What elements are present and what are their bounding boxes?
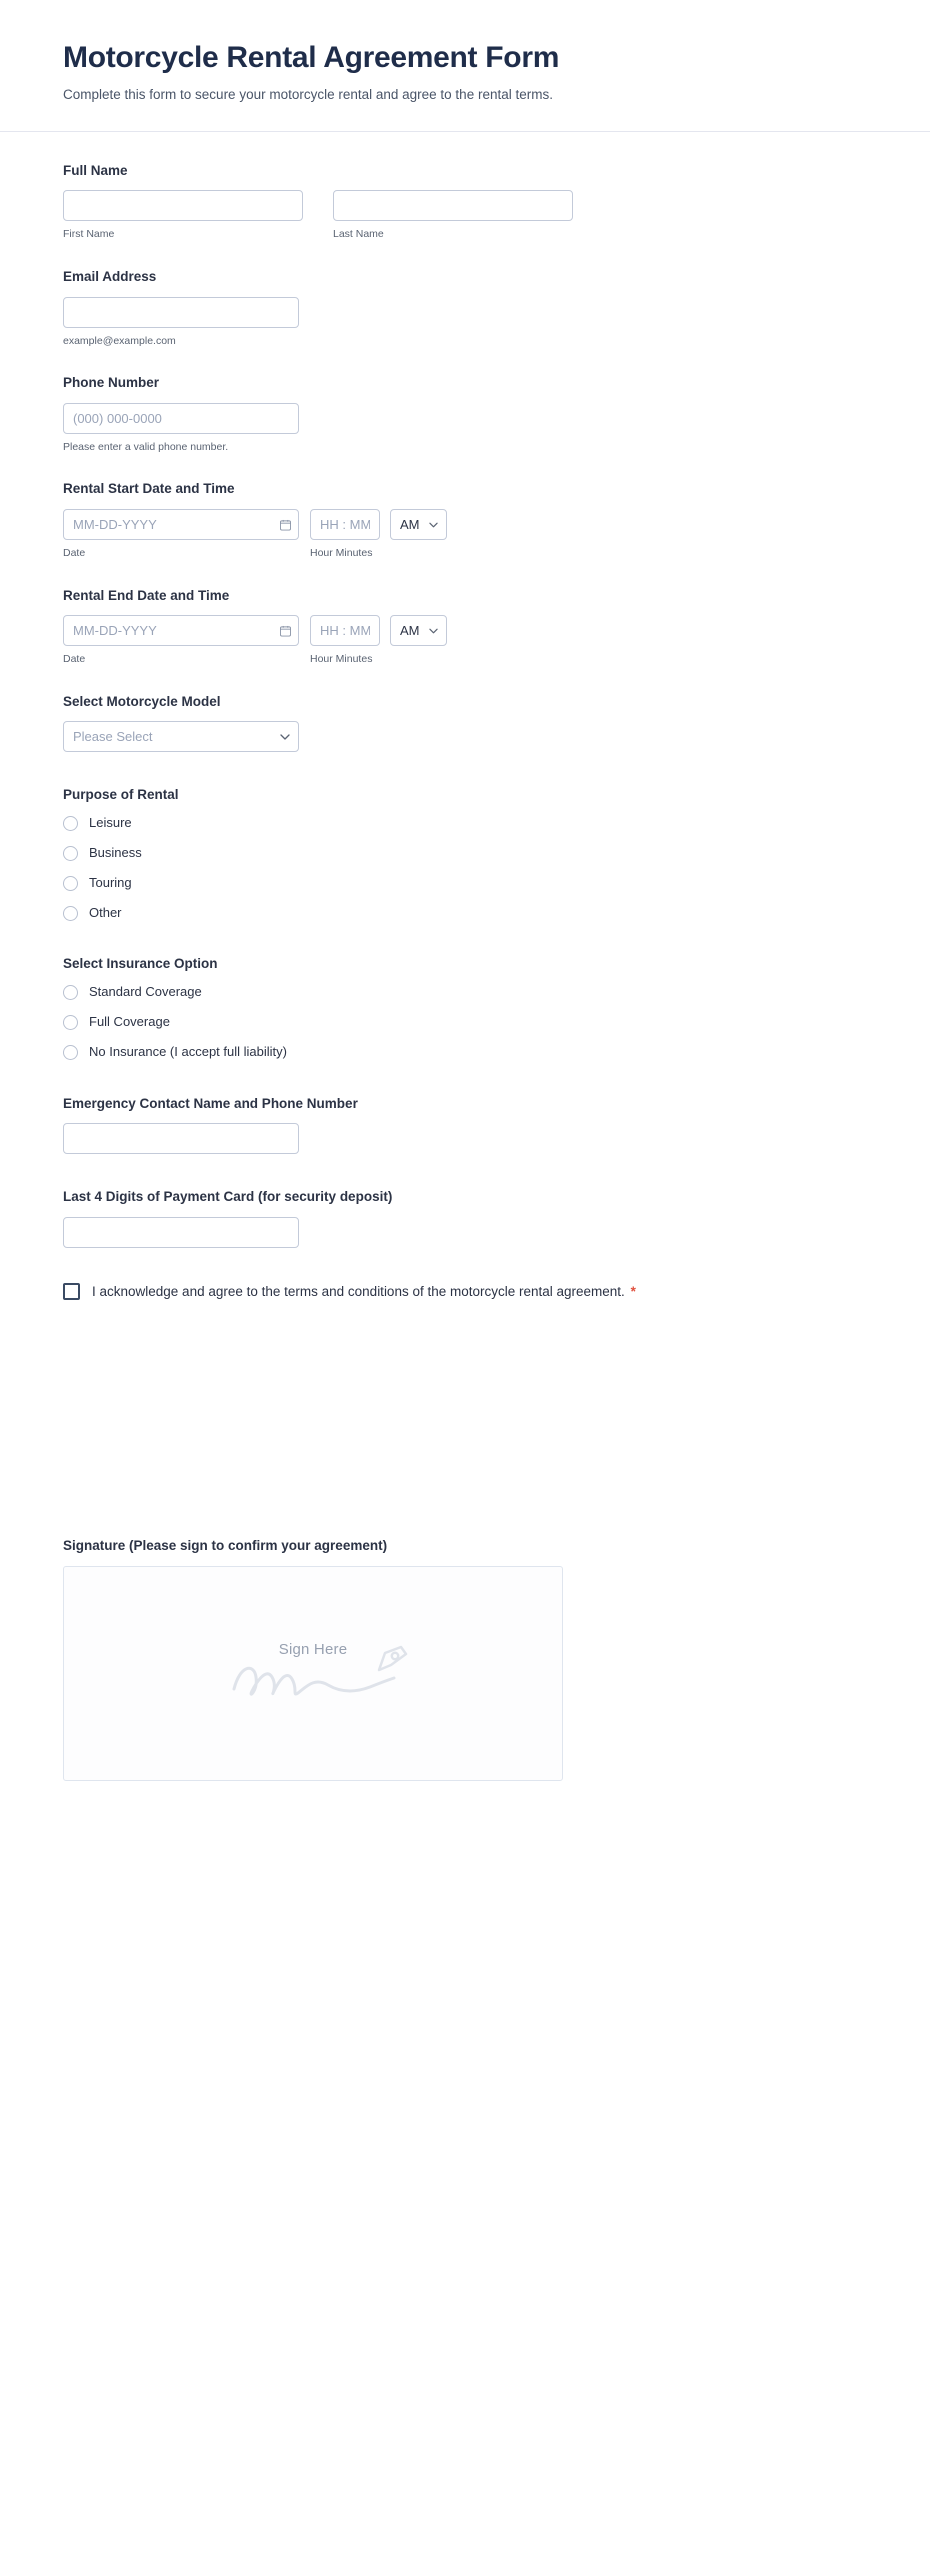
page-subtitle: Complete this form to secure your motorcycle rental and agree to the rental terms. <box>63 87 553 102</box>
rental-start-date-sublabel: Date <box>63 547 86 559</box>
radio-option-business[interactable] <box>63 845 867 862</box>
field-phone <box>63 374 867 454</box>
rental-start-date-col <box>63 509 299 561</box>
field-signature <box>63 1537 867 1781</box>
radio-circle-icon[interactable] <box>63 816 78 831</box>
phone-input[interactable] <box>63 403 299 434</box>
radio-label: Business <box>89 844 142 860</box>
rental-start-time-sublabel: Hour Minutes <box>310 547 373 559</box>
emergency-contact-input[interactable] <box>63 1123 299 1154</box>
phone-label: Phone Number <box>63 375 160 391</box>
field-rental-end <box>63 587 867 667</box>
first-name-sublabel: First Name <box>63 228 115 241</box>
rental-start-meridiem-select[interactable] <box>390 509 447 540</box>
radio-label: Other <box>89 904 122 920</box>
radio-circle-icon[interactable] <box>63 1045 78 1060</box>
email-label: Email Address <box>63 269 157 285</box>
last-name-input[interactable] <box>333 190 573 221</box>
payment-card-input[interactable] <box>63 1217 299 1248</box>
insurance-label: Select Insurance Option <box>63 956 218 972</box>
signature-scribble-icon <box>228 1659 398 1710</box>
field-emergency-contact <box>63 1095 867 1155</box>
signature-pad[interactable] <box>63 1566 563 1781</box>
payment-card-label: Last 4 Digits of Payment Card (for security deposit) <box>63 1189 393 1205</box>
rental-end-meridiem-wrap <box>390 615 447 646</box>
rental-end-time-input[interactable] <box>310 615 380 646</box>
spacer <box>63 1327 867 1527</box>
field-payment-card <box>63 1188 867 1248</box>
radio-option-touring[interactable] <box>63 875 867 892</box>
radio-circle-icon[interactable] <box>63 1015 78 1030</box>
rental-end-time-sublabel: Hour Minutes <box>310 653 373 666</box>
rental-start-meridiem-wrap <box>390 509 447 540</box>
rental-start-row <box>63 509 867 561</box>
first-name-col <box>63 190 303 242</box>
radio-label: No Insurance (I accept full liability) <box>89 1043 287 1059</box>
rental-end-date-input[interactable] <box>63 615 299 646</box>
radio-circle-icon[interactable] <box>63 985 78 1000</box>
radio-label: Full Coverage <box>89 1013 170 1029</box>
radio-circle-icon[interactable] <box>63 906 78 921</box>
radio-option-full-coverage[interactable] <box>63 1014 867 1031</box>
email-sublabel: example@example.com <box>63 334 176 347</box>
field-rental-start <box>63 480 867 560</box>
motorcycle-model-label: Select Motorcycle Model <box>63 693 221 709</box>
rental-end-row <box>63 615 867 667</box>
required-marker: * <box>630 1283 636 1299</box>
radio-option-other[interactable] <box>63 905 867 922</box>
rental-start-time-input[interactable] <box>310 509 380 540</box>
purpose-radio-group <box>63 815 867 922</box>
full-name-row <box>63 190 867 242</box>
radio-circle-icon[interactable] <box>63 876 78 891</box>
radio-label: Leisure <box>89 814 132 830</box>
motorcycle-model-select[interactable] <box>63 721 299 752</box>
first-name-input[interactable] <box>63 190 303 221</box>
field-email <box>63 268 867 348</box>
sign-here-text: Sign Here <box>278 1640 348 1658</box>
pen-icon <box>375 1645 409 1680</box>
purpose-label: Purpose of Rental <box>63 787 179 803</box>
insurance-radio-group <box>63 984 867 1061</box>
field-insurance <box>63 955 867 1060</box>
rental-start-label: Rental Start Date and Time <box>63 481 235 497</box>
rental-start-time-inputs <box>310 509 447 540</box>
radio-option-no-insurance[interactable] <box>63 1044 867 1061</box>
radio-label: Standard Coverage <box>89 984 202 1000</box>
field-purpose <box>63 786 867 921</box>
emergency-contact-label: Emergency Contact Name and Phone Number <box>63 1095 358 1111</box>
terms-text: I acknowledge and agree to the terms and conditions of the motorcycle rental agreement. <box>92 1283 625 1299</box>
radio-circle-icon[interactable] <box>63 846 78 861</box>
signature-label: Signature (Please sign to confirm your agreement) <box>63 1538 388 1554</box>
rental-end-label: Rental End Date and Time <box>63 587 230 603</box>
full-name-label: Full Name <box>63 162 128 178</box>
field-motorcycle-model <box>63 693 867 753</box>
terms-checkbox[interactable] <box>63 1283 80 1300</box>
page-title: Motorcycle Rental Agreement Form <box>63 41 560 74</box>
rental-end-date-sublabel: Date <box>63 653 86 666</box>
phone-col <box>63 403 867 455</box>
terms-checkbox-row[interactable] <box>63 1282 867 1302</box>
terms-label <box>92 1282 636 1302</box>
rental-start-time-col <box>310 509 447 561</box>
form-body <box>0 132 930 1821</box>
radio-label: Touring <box>89 874 132 890</box>
rental-end-date-col <box>63 615 299 667</box>
rental-start-date-input[interactable] <box>63 509 299 540</box>
form-header <box>0 0 930 132</box>
rental-end-meridiem-select[interactable] <box>390 615 447 646</box>
rental-end-time-inputs <box>310 615 447 646</box>
rental-end-time-col <box>310 615 447 667</box>
phone-sublabel: Please enter a valid phone number. <box>63 440 229 453</box>
email-col <box>63 297 867 349</box>
radio-option-leisure[interactable] <box>63 815 867 832</box>
field-full-name <box>63 162 867 242</box>
radio-option-standard-coverage[interactable] <box>63 984 867 1001</box>
last-name-sublabel: Last Name <box>333 228 384 241</box>
rental-end-date-wrap <box>63 615 299 646</box>
field-terms <box>63 1282 867 1302</box>
rental-start-date-wrap <box>63 509 299 540</box>
email-input[interactable] <box>63 297 299 328</box>
motorcycle-model-wrap <box>63 721 299 752</box>
last-name-col <box>333 190 573 242</box>
